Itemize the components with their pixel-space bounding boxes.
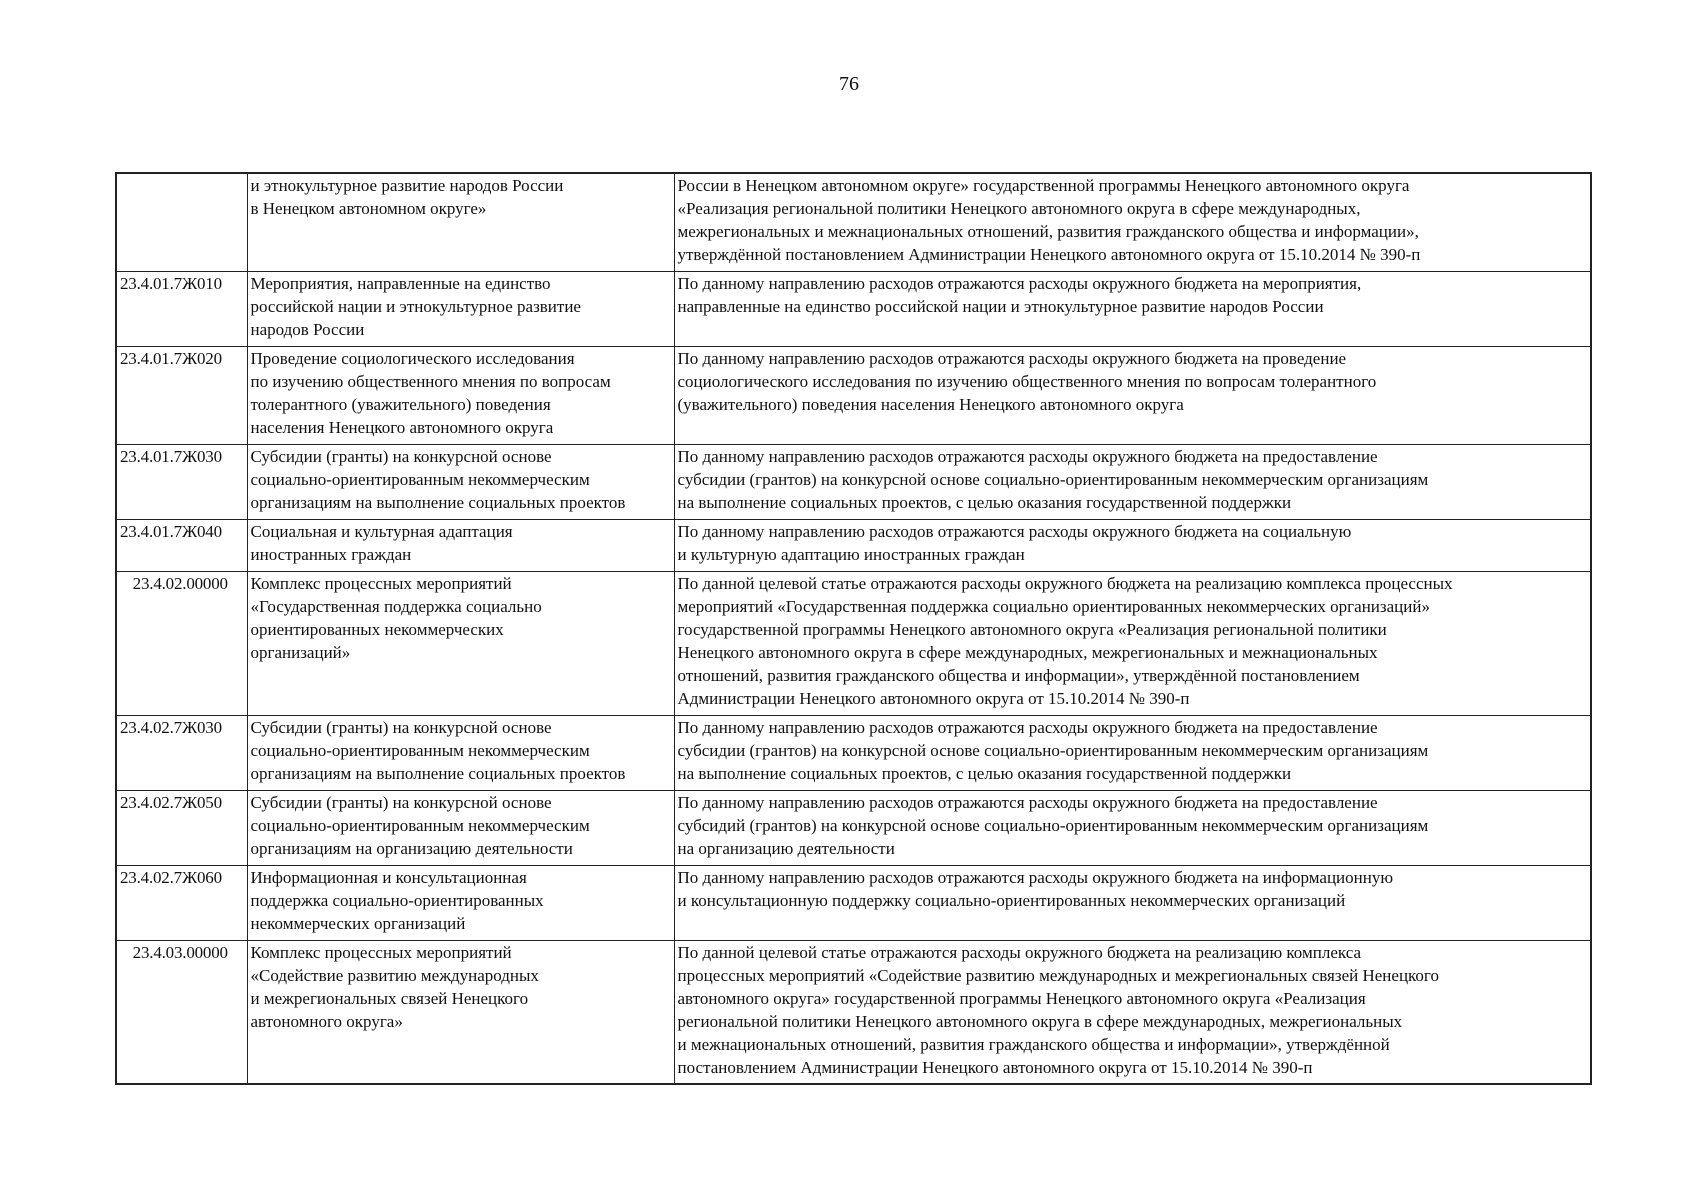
name-cell: Проведение социологического исследования по изучению общественного мнения по вопросам толерантного (уважительного) поведения населения Ненецкого автономного округа [247, 346, 674, 444]
page-number: 76 [839, 73, 859, 95]
name-cell: и этнокультурное развитие народов России в Ненецком автономном округе» [247, 173, 674, 271]
code-cell: 23.4.01.7Ж030 [116, 444, 247, 519]
name-cell: Социальная и культурная адаптация иностранных граждан [247, 519, 674, 571]
description-cell: По данной целевой статье отражаются расходы окружного бюджета на реализацию комплекса процессных мероприятий «Содействие развитию международных и межрегиональных связей Ненецкого автономного округа» государственной программы Ненецкого автономного округа «Реализация региональной политики Ненецкого автономного округа в сфере международных, межрегиональных и межнациональных отношений, развития гражданского общества и информации», утверждённой постановлением Администрации Ненецкого автономного округа от 15.10.2014 № 390-п [674, 940, 1591, 1084]
table-row [116, 346, 1591, 444]
description-cell: По данному направлению расходов отражаются расходы окружного бюджета на предоставление субсидии (грантов) на конкурсной основе социально-ориентированным некоммерческим организациям на выполнение социальных проектов, с целью оказания государственной поддержки [674, 444, 1591, 519]
code-cell: 23.4.01.7Ж040 [116, 519, 247, 571]
description-cell: России в Ненецком автономном округе» государственной программы Ненецкого автономного округа «Реализация региональной политики Ненецкого автономного округа в сфере международных, межрегиональных и межнациональных отношений, развития гражданского общества и информации», утверждённой постановлением Администрации Ненецкого автономного округа от 15.10.2014 № 390-п [674, 173, 1591, 271]
name-cell: Информационная и консультационная поддержка социально-ориентированных некоммерческих организаций [247, 865, 674, 940]
table-row [116, 519, 1591, 571]
description-cell: По данному направлению расходов отражаются расходы окружного бюджета на предоставление субсидии (грантов) на конкурсной основе социально-ориентированным некоммерческим организациям на выполнение социальных проектов, с целью оказания государственной поддержки [674, 715, 1591, 790]
code-cell: 23.4.02.7Ж030 [116, 715, 247, 790]
table-row [116, 271, 1591, 346]
name-cell: Субсидии (гранты) на конкурсной основе социально-ориентированным некоммерческим организациям на выполнение социальных проектов [247, 444, 674, 519]
table-row [116, 865, 1591, 940]
table-row [116, 444, 1591, 519]
table-row [116, 173, 1591, 271]
code-cell [116, 173, 247, 271]
budget-classification-table [115, 172, 1592, 1085]
name-cell: Комплекс процессных мероприятий «Содействие развитию международных и межрегиональных связей Ненецкого автономного округа» [247, 940, 674, 1084]
description-cell: По данному направлению расходов отражаются расходы окружного бюджета на мероприятия, направленные на единство российской нации и этнокультурное развитие народов России [674, 271, 1591, 346]
description-cell: По данному направлению расходов отражаются расходы окружного бюджета на проведение социологического исследования по изучению общественного мнения по вопросам толерантного (уважительного) поведения населения Ненецкого автономного округа [674, 346, 1591, 444]
table-row [116, 571, 1591, 715]
table-row [116, 715, 1591, 790]
code-cell: 23.4.03.00000 [116, 940, 247, 1084]
description-cell: По данной целевой статье отражаются расходы окружного бюджета на реализацию комплекса процессных мероприятий «Государственная поддержка социально ориентированных некоммерческих организаций» государственной программы Ненецкого автономного округа «Реализация региональной политики Ненецкого автономного округа в сфере международных, межрегиональных и межнациональных отношений, развития гражданского общества и информации», утверждённой постановлением Администрации Ненецкого автономного округа от 15.10.2014 № 390-п [674, 571, 1591, 715]
code-cell: 23.4.02.00000 [116, 571, 247, 715]
code-cell: 23.4.02.7Ж050 [116, 790, 247, 865]
code-cell: 23.4.01.7Ж020 [116, 346, 247, 444]
description-cell: По данному направлению расходов отражаются расходы окружного бюджета на информационную и консультационную поддержку социально-ориентированных некоммерческих организаций [674, 865, 1591, 940]
code-cell: 23.4.01.7Ж010 [116, 271, 247, 346]
name-cell: Субсидии (гранты) на конкурсной основе социально-ориентированным некоммерческим организациям на выполнение социальных проектов [247, 715, 674, 790]
table-row [116, 790, 1591, 865]
description-cell: По данному направлению расходов отражаются расходы окружного бюджета на социальную и культурную адаптацию иностранных граждан [674, 519, 1591, 571]
name-cell: Комплекс процессных мероприятий «Государственная поддержка социально ориентированных некоммерческих организаций» [247, 571, 674, 715]
name-cell: Субсидии (гранты) на конкурсной основе социально-ориентированным некоммерческим организациям на организацию деятельности [247, 790, 674, 865]
code-cell: 23.4.02.7Ж060 [116, 865, 247, 940]
description-cell: По данному направлению расходов отражаются расходы окружного бюджета на предоставление субсидий (грантов) на конкурсной основе социально-ориентированным некоммерческим организациям на организацию деятельности [674, 790, 1591, 865]
table-row [116, 940, 1591, 1084]
name-cell: Мероприятия, направленные на единство российской нации и этнокультурное развитие народов России [247, 271, 674, 346]
